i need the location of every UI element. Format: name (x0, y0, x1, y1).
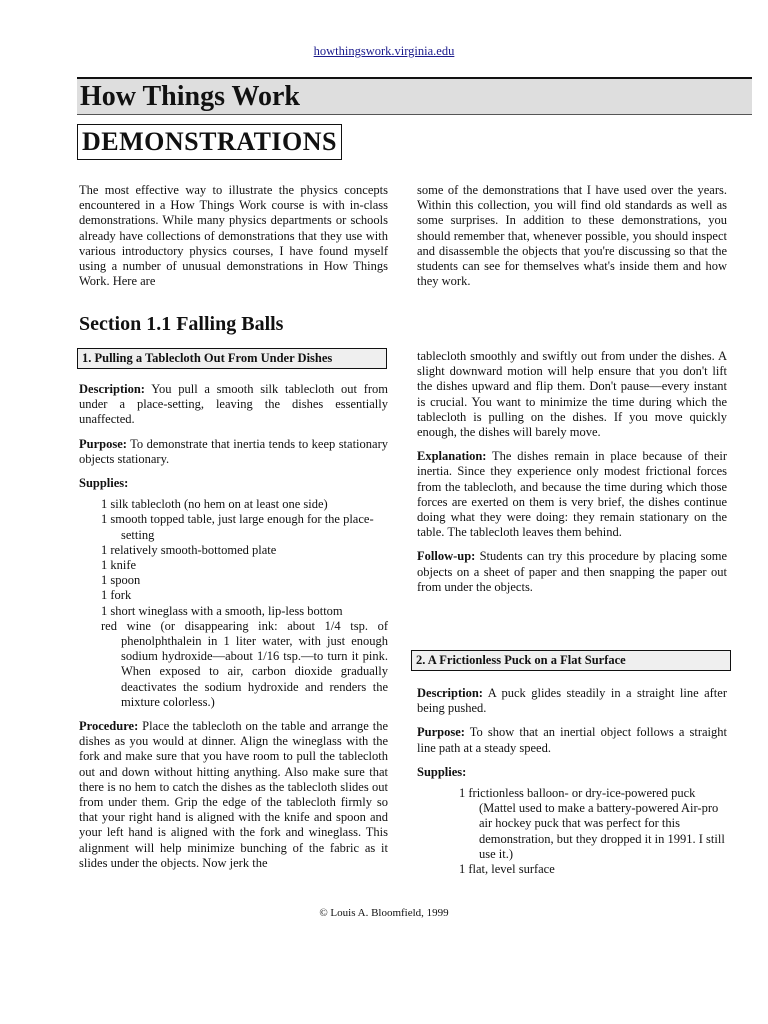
procedure-text: Place the tablecloth on the table and arrange the dishes as you would at dinner. Align the wineglass with the fork and make sure that you have room to pull the tablecloth out and down without hitting anything. Also make sure that there is no hem to catch the dishes as the tablecloth slides out from under them. Grip the edge of the tablecloth firmly so that your right hand is aligned with the knife and spoon and your left hand is aligned with the fork and wineglass. This alignment will help minimize bunching of the fabric as it slides under the objects. Now jerk the (79, 719, 388, 870)
purpose-label: Purpose: (417, 725, 465, 740)
description-text: You pull a smooth silk tablecloth out from under a place-setting, leaving the dishes essentially unaffected. (79, 382, 388, 427)
demo1-procedure (79, 719, 388, 871)
demo1-followup (417, 549, 727, 595)
supply-item: 1 silk tablecloth (no hem on at least one side) (101, 497, 328, 512)
followup-label: Follow-up: (417, 549, 476, 564)
procedure-label: Procedure: (79, 719, 139, 734)
demo2-title: 2. A Frictionless Puck on a Flat Surface (411, 650, 731, 671)
supply-item: 1 frictionless balloon- or dry-ice-powered puck (Mattel used to make a battery-powered Air-pro air hockey puck that was perfect for this demonstration, but they dropped it in 1991. I still use it.) (459, 786, 725, 861)
description-label: Description: (79, 382, 145, 396)
demo2-supplies-list (417, 786, 727, 877)
supply-item: 1 short wineglass with a smooth, lip-less bottom (101, 603, 343, 618)
description-label: Description: (417, 686, 483, 700)
followup-text: Students can try this procedure by placing some objects on a sheet of paper and then snapping the paper out from under the objects. (417, 549, 728, 594)
explanation-text: The dishes remain in place because of their inertia. Since they experience only modest frictional forces from the tablecloth, and because the time during which those forces are exerted on them is very brief, the dishes continue doing what they were doing: they remain stationary on the table. The tablecloth leaves them behind. (417, 449, 727, 540)
description-text: A puck glides steadily in a straight line after being pushed. (417, 686, 727, 716)
demo1-right-column (417, 349, 727, 604)
purpose-text: To demonstrate that inertia tends to keep stationary objects stationary. (79, 436, 388, 466)
demo1-explanation (417, 449, 727, 540)
supplies-label: Supplies: (417, 764, 467, 779)
supplies-label: Supplies: (79, 476, 129, 491)
intro-paragraph-right: some of the demonstrations that I have used over the years. Within this collection, you will find old standards as well as some surprises. In addition to these demonstrations, you should remember that, whenever possible, you should inspect and disassemble the objects that you're discussing so that the students can see for themselves what's inside them and how they work. (417, 183, 727, 289)
intro-right-column (417, 183, 727, 298)
procedure-continued: tablecloth smoothly and swiftly out from under the dishes. A slight downward motion will help ensure that you don't lift the dishes upward and flip them. Don't pause—every instant is crucial. You want to minimize the time during which the tablecloth is pulling on the dishes. If you move quickly enough, the dishes will barely move. (417, 349, 727, 440)
demo1-description (79, 382, 388, 428)
purpose-text: To show that an inertial object follows a straight line path at a steady speed. (417, 725, 727, 755)
supply-item: 1 fork (101, 588, 132, 603)
supply-item: 1 knife (101, 558, 137, 573)
intro-paragraph-left: The most effective way to illustrate the physics concepts encountered in a How Things Work course is with in-class demonstrations. While many physics departments or schools already have collections of demonstrations that they use with various introductory physics courses, I have found myself using a number of unusual demonstrations in How Things Work. Here are (79, 183, 388, 289)
page-title: How Things Work (80, 81, 300, 112)
demo1-supplies-list (79, 497, 388, 710)
page-subtitle: DEMONSTRATIONS (82, 127, 338, 156)
demo2-purpose (417, 725, 727, 755)
supply-item: 1 relatively smooth-bottomed plate (101, 542, 277, 557)
demo1-left-column (79, 382, 388, 880)
footer-copyright: © Louis A. Bloomfield, 1999 (319, 907, 449, 919)
supply-item: 1 smooth topped table, just large enough for the place-setting (101, 512, 374, 542)
demo2-description (417, 686, 727, 716)
purpose-label: Purpose: (79, 436, 127, 451)
header-link[interactable]: howthingswork.virginia.edu (313, 44, 455, 58)
section-title: Section 1.1 Falling Balls (79, 313, 284, 335)
explanation-label: Explanation: (417, 449, 487, 464)
demo1-title: 1. Pulling a Tablecloth Out From Under Dishes (77, 348, 387, 369)
demo2-column (417, 686, 727, 886)
supply-item: red wine (or disappearing ink: about 1/4 tsp. of phenolphthalein in 1 liter water, with just enough sodium hydroxide—about 1/16 tsp.—to turn it pink. When exposed to air, carbon dioxide gradually deactivates the sodium hydroxide and renders the mixture colorless.) (101, 618, 388, 709)
intro-left-column (79, 183, 388, 298)
supply-item: 1 flat, level surface (459, 862, 555, 877)
supply-item: 1 spoon (101, 573, 141, 588)
demo1-purpose (79, 437, 388, 467)
subtitle-box (77, 124, 342, 160)
title-bar (77, 77, 752, 115)
